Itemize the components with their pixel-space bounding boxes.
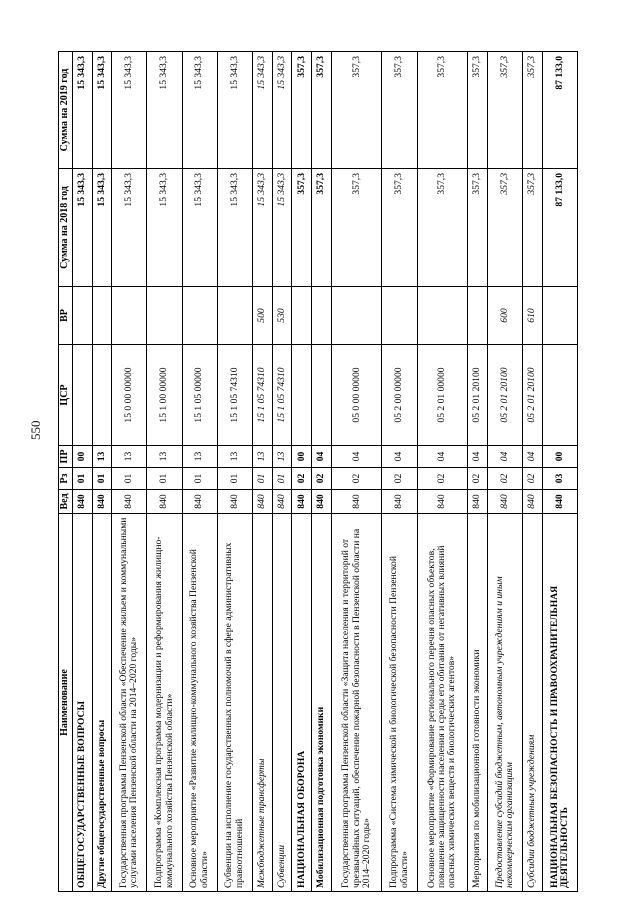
header-name: Наименование	[59, 514, 73, 892]
cell-pr: 04	[331, 446, 381, 468]
cell-name: Государственная программа Пензенской области «Защита населения и территорий от чрезвычайных ситуаций, обеспечение пожарной безопасности в Пензенской области на 2014–2020 годы»	[331, 514, 381, 892]
cell-sum-2019: 15 343,3	[112, 52, 147, 169]
cell-rz: 01	[217, 468, 252, 490]
cell-rz: 02	[292, 468, 312, 490]
cell-ved: 840	[217, 490, 252, 514]
cell-vr	[182, 287, 217, 345]
cell-pr: 13	[92, 446, 112, 468]
budget-table	[58, 51, 578, 892]
cell-pr: 04	[522, 446, 542, 468]
cell-rz: 03	[542, 468, 577, 490]
cell-csr	[312, 345, 332, 446]
cell-vr	[312, 287, 332, 345]
cell-name: Мероприятия по мобилизационной готовности экономики	[468, 514, 488, 892]
cell-name: Государственная программа Пензенской области «Обеспечение жильем и коммунальными услугами населения Пензенской области на 2014–2020 годы»	[112, 514, 147, 892]
cell-vr	[331, 287, 381, 345]
cell-csr: 05 2 01 00000	[417, 345, 467, 446]
cell-pr: 00	[292, 446, 312, 468]
cell-name: Субсидии бюджетным учреждениям	[522, 514, 542, 892]
cell-name: Основное мероприятие «Развитие жилищно-коммунального хозяйства Пензенской области»	[182, 514, 217, 892]
cell-name: Межбюджетные трансферты	[252, 514, 272, 892]
cell-ved: 840	[147, 490, 182, 514]
cell-ved: 840	[272, 490, 292, 514]
cell-ved: 840	[382, 490, 417, 514]
cell-sum-2019: 15 343,3	[92, 52, 112, 169]
header-pr: ПР	[59, 446, 73, 468]
cell-ved: 840	[252, 490, 272, 514]
table-row	[217, 52, 252, 892]
cell-name: ОБЩЕГОСУДАРСТВЕННЫЕ ВОПРОСЫ	[72, 514, 92, 892]
table-row	[112, 52, 147, 892]
cell-rz: 02	[331, 468, 381, 490]
cell-sum-2018: 357,3	[487, 169, 522, 287]
table-body	[72, 52, 577, 892]
cell-rz: 02	[417, 468, 467, 490]
cell-sum-2019: 357,3	[292, 52, 312, 169]
cell-ved: 840	[417, 490, 467, 514]
cell-sum-2019: 15 343,3	[147, 52, 182, 169]
table-header-row	[59, 52, 73, 892]
cell-name: Предоставление субсидий бюджетным, автономным учреждениям и иным некоммерческим организациям	[487, 514, 522, 892]
cell-ved: 840	[468, 490, 488, 514]
cell-csr: 15 1 05 00000	[182, 345, 217, 446]
cell-sum-2018: 357,3	[292, 169, 312, 287]
cell-pr: 04	[417, 446, 467, 468]
table-row	[522, 52, 542, 892]
cell-sum-2018: 15 343,3	[182, 169, 217, 287]
cell-ved: 840	[312, 490, 332, 514]
header-csr: ЦСР	[59, 345, 73, 446]
table-row	[272, 52, 292, 892]
cell-name: Основное мероприятие «Формирование регионального перечня опасных объектов, повышение защищенности населения и среды его обитания от негативных влияний опасных химических веществ и биологических агентов»	[417, 514, 467, 892]
cell-sum-2018: 15 343,3	[112, 169, 147, 287]
cell-ved: 840	[182, 490, 217, 514]
cell-vr: 530	[272, 287, 292, 345]
cell-rz: 01	[147, 468, 182, 490]
cell-ved: 840	[542, 490, 577, 514]
cell-rz: 02	[312, 468, 332, 490]
cell-name: Подпрограмма «Система химической и биологической безопасности Пензенской области»	[382, 514, 417, 892]
cell-sum-2018: 357,3	[417, 169, 467, 287]
cell-sum-2019: 87 133,0	[542, 52, 577, 169]
cell-vr	[112, 287, 147, 345]
cell-csr: 15 1 05 74310	[272, 345, 292, 446]
cell-sum-2019: 357,3	[417, 52, 467, 169]
header-ved: Вед	[59, 490, 73, 514]
cell-pr: 00	[542, 446, 577, 468]
cell-pr: 04	[468, 446, 488, 468]
cell-vr	[292, 287, 312, 345]
table-row	[292, 52, 312, 892]
cell-sum-2019: 15 343,3	[217, 52, 252, 169]
cell-csr: 15 1 05 74310	[252, 345, 272, 446]
cell-sum-2019: 357,3	[312, 52, 332, 169]
table-row	[312, 52, 332, 892]
table-row	[331, 52, 381, 892]
cell-name: Мобилизационная подготовка экономики	[312, 514, 332, 892]
cell-sum-2019: 357,3	[331, 52, 381, 169]
cell-sum-2018: 357,3	[522, 169, 542, 287]
cell-vr	[217, 287, 252, 345]
table-row	[92, 52, 112, 892]
table-row	[542, 52, 577, 892]
cell-name: НАЦИОНАЛЬНАЯ БЕЗОПАСНОСТЬ И ПРАВООХРАНИТЕЛЬНАЯ ДЕЯТЕЛЬНОСТЬ	[542, 514, 577, 892]
cell-pr: 13	[112, 446, 147, 468]
cell-sum-2019: 357,3	[382, 52, 417, 169]
cell-rz: 02	[487, 468, 522, 490]
cell-csr: 05 2 01 20100	[487, 345, 522, 446]
cell-sum-2019: 15 343,3	[272, 52, 292, 169]
cell-sum-2018: 15 343,3	[147, 169, 182, 287]
cell-csr: 05 2 01 20100	[468, 345, 488, 446]
cell-vr	[72, 287, 92, 345]
cell-ved: 840	[522, 490, 542, 514]
table-row	[252, 52, 272, 892]
cell-ved: 840	[331, 490, 381, 514]
table-row	[417, 52, 467, 892]
cell-sum-2018: 87 133,0	[542, 169, 577, 287]
cell-pr: 13	[252, 446, 272, 468]
cell-csr	[92, 345, 112, 446]
cell-rz: 01	[92, 468, 112, 490]
cell-csr: 15 0 00 00000	[112, 345, 147, 446]
cell-pr: 13	[182, 446, 217, 468]
cell-rz: 02	[382, 468, 417, 490]
cell-csr: 15 1 05 74310	[217, 345, 252, 446]
cell-sum-2018: 357,3	[312, 169, 332, 287]
cell-ved: 840	[292, 490, 312, 514]
cell-pr: 04	[487, 446, 522, 468]
cell-rz: 01	[72, 468, 92, 490]
cell-pr: 04	[382, 446, 417, 468]
cell-vr	[382, 287, 417, 345]
cell-pr: 13	[217, 446, 252, 468]
cell-vr	[92, 287, 112, 345]
cell-rz: 01	[272, 468, 292, 490]
header-vr: ВР	[59, 287, 73, 345]
cell-sum-2018: 15 343,3	[72, 169, 92, 287]
cell-name: Подпрограмма «Комплексная программа модернизации и реформирования жилищно-коммунального хозяйства Пензенской области»	[147, 514, 182, 892]
cell-sum-2019: 357,3	[522, 52, 542, 169]
cell-vr	[542, 287, 577, 345]
cell-sum-2019: 357,3	[468, 52, 488, 169]
cell-sum-2019: 357,3	[487, 52, 522, 169]
table-row	[182, 52, 217, 892]
cell-sum-2019: 15 343,3	[72, 52, 92, 169]
cell-pr: 00	[72, 446, 92, 468]
header-sum-2018: Сумма на 2018 год	[59, 169, 73, 287]
table-row	[487, 52, 522, 892]
cell-csr	[542, 345, 577, 446]
cell-rz: 02	[522, 468, 542, 490]
cell-name: Субвенции	[272, 514, 292, 892]
table-row	[468, 52, 488, 892]
cell-rz: 01	[182, 468, 217, 490]
table-row	[382, 52, 417, 892]
header-rz: Рз	[59, 468, 73, 490]
rotated-table-container	[58, 52, 578, 892]
cell-csr: 05 0 00 00000	[331, 345, 381, 446]
cell-pr: 13	[147, 446, 182, 468]
cell-ved: 840	[72, 490, 92, 514]
cell-sum-2018: 15 343,3	[272, 169, 292, 287]
cell-sum-2018: 15 343,3	[217, 169, 252, 287]
cell-csr: 05 2 01 20100	[522, 345, 542, 446]
cell-csr	[292, 345, 312, 446]
cell-rz: 01	[112, 468, 147, 490]
cell-sum-2018: 357,3	[331, 169, 381, 287]
cell-sum-2019: 15 343,3	[252, 52, 272, 169]
cell-name: Другие общегосударственные вопросы	[92, 514, 112, 892]
cell-sum-2018: 357,3	[468, 169, 488, 287]
header-sum-2019: Сумма на 2019 год	[59, 52, 73, 169]
cell-pr: 13	[272, 446, 292, 468]
cell-vr	[468, 287, 488, 345]
cell-name: Субвенции на исполнение государственных полномочий в сфере административных правоотношений	[217, 514, 252, 892]
cell-rz: 02	[468, 468, 488, 490]
cell-csr: 05 2 00 00000	[382, 345, 417, 446]
cell-sum-2018: 15 343,3	[92, 169, 112, 287]
cell-csr: 15 1 00 00000	[147, 345, 182, 446]
table-row	[72, 52, 92, 892]
page-number: 550	[28, 420, 43, 440]
cell-sum-2018: 15 343,3	[252, 169, 272, 287]
cell-ved: 840	[487, 490, 522, 514]
cell-ved: 840	[92, 490, 112, 514]
cell-vr: 500	[252, 287, 272, 345]
cell-sum-2018: 357,3	[382, 169, 417, 287]
cell-csr	[72, 345, 92, 446]
cell-vr	[417, 287, 467, 345]
cell-vr: 610	[522, 287, 542, 345]
cell-vr	[147, 287, 182, 345]
cell-vr: 600	[487, 287, 522, 345]
cell-sum-2019: 15 343,3	[182, 52, 217, 169]
cell-rz: 01	[252, 468, 272, 490]
cell-name: НАЦИОНАЛЬНАЯ ОБОРОНА	[292, 514, 312, 892]
cell-pr: 04	[312, 446, 332, 468]
table-row	[147, 52, 182, 892]
cell-ved: 840	[112, 490, 147, 514]
